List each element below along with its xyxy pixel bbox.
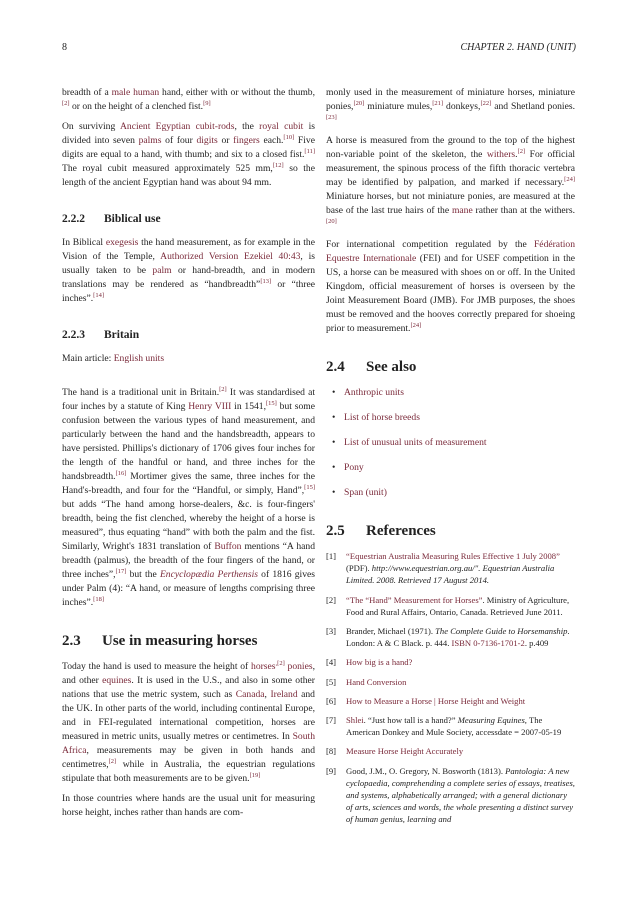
list-item (344, 411, 575, 425)
list-item (344, 486, 575, 500)
link-ancient-egyptian[interactable]: Ancient Egyptian (120, 121, 191, 132)
reference-item: [4] How big is a hand? (326, 657, 413, 668)
link-unusual-units[interactable]: List of unusual units of measurement (344, 437, 487, 448)
reference-item: [7] Shlei. “Just how tall is a hand?” Measuring Equines, The American Donkey and Mule Society, accessdate = 2007-05-19 (326, 715, 562, 738)
citation[interactable]: [2] (219, 385, 227, 393)
reference-link[interactable]: “The “Hand” Measurement for Horses” (346, 594, 483, 605)
isbn-link[interactable]: ISBN 0-7136-1701-2 (451, 638, 525, 649)
reference-item: [1] “Equestrian Australia Measuring Rules Effective 1 July 2008” (PDF). http://www.equestrian.org.au/". Equestrian Australia Limited. 2008. Retrieved 17 August 2014. (326, 551, 560, 586)
reference-item: [9] Good, J.M., O. Gregory, N. Bosworth (1813). Pantologia: A new cyclopaedia, comprehending a complete series of essays, treatises, and systems, alphabetically arranged; with a general dictionary of arts, sciences and words, the whole presenting a distinct survey of human genius, learning and (326, 765, 575, 825)
link-anthropic-units[interactable]: Anthropic units (344, 387, 404, 398)
link-royal-cubit[interactable]: royal cubit (259, 121, 304, 132)
link-male[interactable]: male (111, 87, 131, 98)
link-ezekiel[interactable]: Authorized Version Ezekiel 40:43 (160, 251, 301, 262)
citation[interactable]: [9] (203, 99, 211, 107)
reference-item: [6] How to Measure a Horse | Horse Height and Weight (326, 695, 526, 706)
left-column (62, 86, 315, 826)
reference-link[interactable]: How to Measure a Horse | Horse Height and Weight (346, 695, 526, 706)
link-south-africa[interactable]: South Africa (62, 731, 315, 756)
chapter-title: CHAPTER 2. HAND (UNIT) (460, 42, 576, 53)
link-equines[interactable]: equines (102, 675, 132, 686)
link-palms[interactable]: palms (138, 135, 162, 146)
link-buffon[interactable]: Buffon (214, 541, 242, 552)
link-ireland[interactable]: Ireland (270, 689, 298, 700)
section-heading-biblical-use: 2.2.2 Biblical use (62, 213, 161, 225)
paragraph: For international competition regulated by the Fédération Equestre Internationale (FEI) and for USEF competition in the US, a horse can be measured with shoes on or off. In the United Kingdom, official measurement of horses is overseen by the Joint Measurement Board (JMB). For JMB purposes, the shoes must be removed and the hooves correctly prepared for shoeing prior to measurement.[24] (326, 239, 575, 334)
link-human[interactable]: human (133, 87, 160, 98)
reference-link[interactable]: Hand Conversion (346, 676, 407, 687)
paragraph: On surviving Ancient Egyptian cubit-rods, the royal cubit is divided into seven palms of four digits or fingers each.[10] Five digits are equal to a hand, with thumb; and six to a closed fist.[11] The royal cubit measured approximately 525 mm,[12] so the length of the ancient Egyptian hand was about 94 mm. (62, 121, 315, 188)
paragraph: Today the hand is used to measure the height of horses$^{,[2]}$ ponies, and other equines. It is used in the U.S., and also in some other nations that use the metric system, such as Canada, Ireland and the UK. In other parts of the world, including continental Europe, and in FEI-regulated international competition, horses are measured in metric units, usually metres or centimetres. In South Africa, measurements may be given in both hands and centimetres,[2] while in Australia, the equestrian regulations stipulate that both measurements are to be given.[19] (62, 659, 315, 784)
link-horses[interactable]: horses (251, 661, 276, 672)
citation[interactable]: [20] (326, 217, 337, 225)
reference-item: [3] Brander, Michael (1971). The Complete Guide to Horsemanship. London: A & C Black. p. 444. ISBN 0-7136-1701-2. p.409 (326, 626, 570, 649)
reference-item: [2] “The “Hand” Measurement for Horses”. Ministry of Agriculture, Food and Rural Affairs, Ontario, Canada. Retrieved June 2011. (326, 594, 570, 617)
reference-item: [5] Hand Conversion (326, 676, 407, 687)
paragraph: A horse is measured from the ground to the top of the highest non-variable point of the skeleton, the withers.[2] For official measurement, the spinous process of the fifth thoracic vertebra may be identified by palpation, and marked if necessary.[24] Miniature horses, but not miniature ponies, are measured at the base of the last true hairs of the mane rather than at the withers.[20] (326, 135, 575, 225)
section-heading-references: 2.5 References (326, 523, 436, 539)
reference-link[interactable]: “Equestrian Australia Measuring Rules Effective 1 July 2008” (346, 551, 560, 561)
citation[interactable]: [11] (304, 147, 315, 155)
citation[interactable]: [23] (326, 113, 337, 121)
citation[interactable]: [15] (266, 399, 277, 407)
link-horse-breeds[interactable]: List of horse breeds (344, 412, 420, 423)
right-column (326, 86, 575, 833)
main-article-note: Main article: English units (62, 353, 165, 364)
citation[interactable]: [24] (564, 175, 575, 183)
link-mane[interactable]: mane (451, 205, 473, 216)
link-exegesis[interactable]: exegesis (105, 237, 139, 248)
references-list (326, 550, 575, 826)
paragraph: monly used in the measurement of miniature horses, miniature ponies,[20] miniature mules,[21] donkeys,[22] and Shetland ponies.[23] (326, 87, 575, 121)
paragraph: In those countries where hands are the usual unit for measuring horse height, inches rather than hands are com- (62, 793, 315, 818)
page-number: 8 (62, 42, 67, 53)
citation[interactable]: [12] (272, 161, 284, 169)
list-item (344, 386, 575, 400)
see-also-list (326, 386, 575, 500)
citation[interactable]: [2] (517, 147, 526, 155)
citation[interactable]: [2] (108, 757, 117, 765)
citation[interactable]: [10] (283, 133, 295, 141)
reference-link[interactable]: Measure Horse Height Accurately (346, 746, 464, 757)
citation[interactable]: [2] (62, 99, 70, 107)
link-digits[interactable]: digits (196, 135, 218, 146)
citation[interactable]: [15] (304, 483, 315, 491)
link-palm[interactable]: palm (152, 265, 172, 276)
link-pony[interactable]: Pony (344, 462, 364, 473)
citation[interactable]: [13] (260, 277, 272, 285)
link-span-unit[interactable]: Span (unit) (344, 487, 387, 498)
citation[interactable]: [24] (410, 321, 422, 329)
citation[interactable]: [22] (480, 99, 492, 107)
paragraph: In Biblical exegesis the hand measurement, as for example in the Vision of the Temple, Authorized Version Ezekiel 40:43, is usually taken to be palm or hand-breadth, and in modern translations may be rendered as “handbreadth”[13] or “three inches”.[14] (62, 237, 315, 304)
link-canada[interactable]: Canada (235, 689, 265, 700)
citation[interactable]: [20] (353, 99, 365, 107)
citation[interactable]: [17] (115, 567, 127, 575)
citation[interactable]: [16] (115, 469, 127, 477)
section-heading-measuring-horses: 2.3 Use in measuring horses (62, 633, 258, 649)
link-cubit-rods[interactable]: cubit-rods (195, 121, 235, 132)
list-item (344, 461, 575, 475)
citation[interactable]: ,[2] (275, 659, 285, 667)
link-fingers[interactable]: fingers (233, 135, 260, 146)
section-heading-see-also: 2.4 See also (326, 359, 417, 375)
paragraph: The hand is a traditional unit in Britain.[2] It was standardised at four inches by a statute of King Henry VIII in 1541,[15] but some confusion between the various types of hand measurement, and particularly between the hand and the handsbreadth, appears to have persisted. Phillips's dictionary of 1706 gives four inches for the length of the handful or hand, and three inches for the handsbreadth.[16] Mortimer gives the same, three inches for the Hand's-breadth, and four for the “Handful, or simply, Hand”,[15] but adds “The hand among horse-dealers, &c. is four-fingers' breadth, being the fist clenched, whereby the height of a horse is measured”, thus equating “hand” with both the palm and the fist. Similarly, Wright's 1831 translation of Buffon mentions “A hand breadth (palmus), the breadth of the four fingers of the hand, or three inches”,[17] but the Encyclopædia Perthensis of 1816 gives under Palm (4): “A hand, or measure of lengths comprising three inches”.[18] (62, 385, 315, 608)
reference-item: [8] Measure Horse Height Accurately (326, 746, 464, 757)
reference-link[interactable]: Shlei (346, 715, 364, 726)
paragraph: breadth of a male human hand, either with or without the thumb,[2] or on the height of a clenched fist.[9] (62, 87, 316, 112)
link-withers[interactable]: withers (486, 149, 516, 160)
list-item (344, 436, 575, 450)
citation[interactable]: [14] (93, 291, 105, 299)
citation[interactable]: [18] (93, 595, 105, 603)
section-heading-britain: 2.2.3 Britain (62, 329, 140, 341)
link-english-units[interactable]: English units (113, 353, 165, 364)
citation[interactable]: [21] (432, 99, 444, 107)
link-ponies[interactable]: ponies (287, 661, 313, 672)
link-fei[interactable]: Fédération Equestre Internationale (326, 239, 575, 264)
reference-link[interactable]: How big is a hand? (346, 657, 413, 668)
link-encyclopaedia-perthensis[interactable]: Encyclopædia Perthensis (159, 569, 258, 580)
link-henry-viii[interactable]: Henry VIII (188, 401, 232, 412)
citation[interactable]: [19] (249, 771, 261, 779)
